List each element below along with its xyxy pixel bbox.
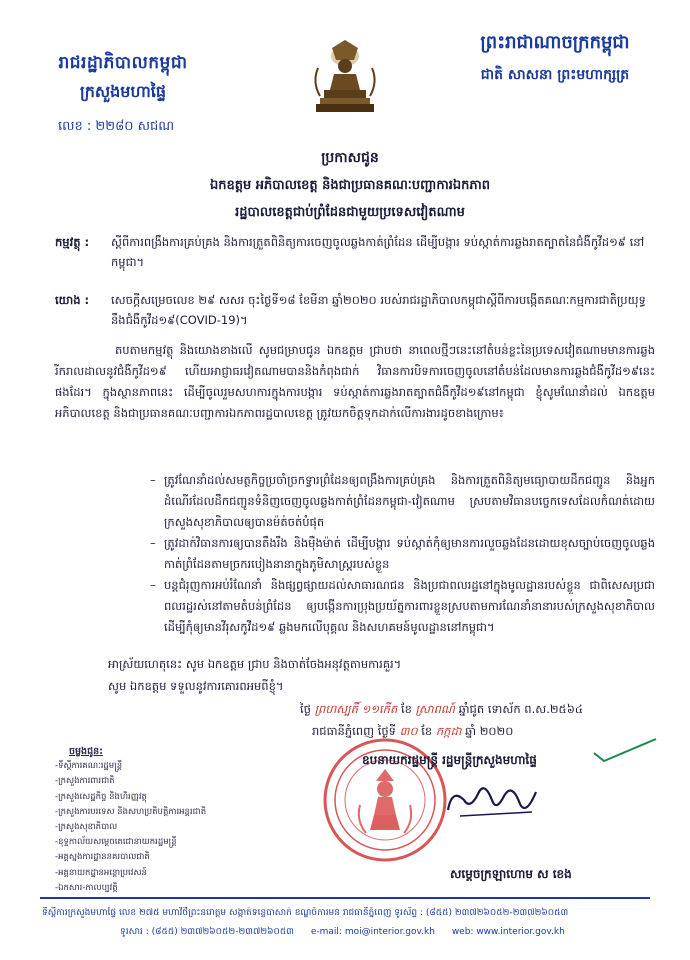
recipients-heading: ចម្លងជូន:	[69, 746, 103, 757]
instruction-item: – បន្តជំរុញការអប់រំណែនាំ និងផ្សព្វផ្សាយដល់សាធារណជន និងប្រជាពលរដ្ឋនៅក្នុងមូលដ្ឋានរបស់ខ្លួន ជាពិសេសប្រជាពលរដ្ឋរស់នៅតាមតំបន់ព្រំដែន ឲ្យបង្កើនការប្រុងប្រយ័ត្នការពារខ្លួនស្របតាមការណែនាំនានារបស់ក្រសួងសុខាភិបាល ដើម្បីកុំឲ្យមានវីរុសកូវីដ១៩ ឆ្លងមកលើបុគ្គល និងសហគមន៍មូលដ្ឋាននៅកម្ពុជា។	[150, 575, 655, 638]
reference-number-block	[28, 118, 218, 137]
approval-checkmark-icon	[590, 735, 660, 765]
recipient-item: -អគ្គនាយកដ្ឋានអន្តោប្រវេសន៍	[55, 867, 147, 878]
copy-recipients	[55, 744, 295, 896]
reference-label: យោង :	[55, 293, 90, 307]
reference-number: ២២៨០ សជណ	[95, 119, 175, 134]
footer-divider	[40, 897, 650, 899]
footer-address: ទីស្តីការក្រសួងមហាផ្ទៃ លេខ ២៧៥ មហាវិថីព្រះនរោត្តម សង្កាត់ទន្លេបាសាក់ ខណ្ឌចំការមន រាជធានីភ្នំពេញ ទូរស័ព្ទ : (៨៥៥) ២៣៧២៦០៥២-២៣៧២៦០៥៣	[42, 908, 569, 918]
recipient-item: -ទីស្តីការគណៈរដ្ឋមន្ត្រី	[55, 761, 123, 772]
memo-heading: ប្រកាសជូន	[321, 150, 379, 166]
recipient-item: -ឯកសារ-កាលប្បវត្តិ	[55, 882, 118, 893]
closing-line-1: អាស្រ័យហេតុនេះ សូម ឯកឧត្តម ជ្រាប និងចាត់ចែងអនុវត្តតាមការគួរ។	[108, 657, 402, 671]
lunar-date	[300, 702, 660, 719]
solar-date-prefix: រាជធានីភ្នំពេញ ថ្ងៃទី	[312, 724, 396, 738]
recipient-item: -ក្រសួងការបរទេស និងសហប្រតិបត្តិការអន្តរជាតិ	[55, 806, 207, 817]
kingdom-name: ព្រះរាជាណាចក្រកម្ពុជា	[480, 32, 630, 53]
subject-label: កម្មវត្ថុ :	[55, 235, 90, 249]
instruction-item: – ត្រូវណែនាំដល់សមត្ថកិច្ចប្រចាំច្រកទ្វារព្រំដែនឲ្យពង្រឹងការគ្រប់គ្រង និងការត្រួតពិនិត្យមធ្យោបាយដឹកជញ្ជូន និងអ្នកដំណើរដែលដឹកជញ្ជូនទំនិញចេញចូលឆ្លងកាត់ព្រំដែនកម្ពុជា-វៀតណាម ស្របតាមវិធានបច្ចេកទេសដែលកំណត់ដោយក្រសួងសុខាភិបាលឲ្យបានម៉ត់ចត់បំផុត	[150, 470, 655, 533]
addressee-line-2: រដ្ឋបាលខេត្តជាប់ព្រំដែនជាមួយប្រទេសវៀតណាម	[235, 205, 465, 220]
lunar-date-rest: ឆ្នាំជូត ទោស័ក ព.ស.២៥៦៤	[458, 702, 583, 716]
solar-date-year-label: ឆ្នាំ	[465, 724, 477, 738]
footer-fax: ទូរសារ : (៨៥៥) ២៣៧២៦០៥២-២៣៧២៦០៥៣	[120, 927, 294, 937]
recipient-item: -ក្រសួងសេដ្ឋកិច្ច និងហិរញ្ញវត្ថុ	[55, 791, 147, 802]
footer-email[interactable]: e-mail: moi@interior.gov.kh	[310, 927, 435, 937]
body-paragraph: តបតាមកម្មវត្ថុ និងយោងខាងលើ សូមជម្រាបជូន ឯកឧត្តម ជ្រាបថា នាពេលថ្មីៗនេះនៅតំបន់ខ្លះនៃប្រទេសវៀតណាមមានការឆ្លងរីករាលដាលនូវជំងឺកូវីដ១៩ ហើយអាជ្ញាធរវៀតណាមបាននិងកំពុងជាក់ វិធានការបិទការចេញចូលនៅតំបន់ដែលមានការឆ្លងជំងឺកូវីដ១៩នេះផងដែរ។ ក្នុងស្ថានភាពនេះ ដើម្បីចូលរួមសហការក្នុងការបង្ការ ទប់ស្កាត់ការឆ្លងរាតត្បាតជំងឺកូវីដ១៩នៅកម្ពុជា ខ្ញុំសូមណែនាំដល់ ឯកឧត្តម អភិបាលខេត្ត និងជាប្រធានគណៈបញ្ជាការឯកភាពរដ្ឋបាលខេត្ត ត្រូវយកចិត្តទុកដាក់លើការងារដូចខាងក្រោម៖	[55, 343, 655, 420]
footer-web[interactable]: web: www.interior.gov.kh	[451, 927, 565, 937]
signature-icon	[440, 770, 550, 830]
footer-contact	[120, 926, 660, 939]
recipient-item: -ក្រសួងសុខាភិបាល	[55, 822, 118, 833]
subject-text: ស្តីពីការពង្រឹងការគ្រប់គ្រង និងការត្រួតពិនិត្យការចេញចូលឆ្លងកាត់ព្រំដែន ដើម្បីបង្ការ ទប់ស្កាត់ការឆ្លងរាតត្បាតនៃជំងឺកូវីដ១៩ នៅកម្ពុជា។	[111, 235, 645, 269]
signatory-name: សម្តេចក្រឡាហោម ស ខេង	[450, 867, 572, 881]
ministry-header	[28, 52, 218, 105]
recipient-item: -ខុទ្ទកាល័យសម្តេចតេជោនាយករដ្ឋមន្ត្រី	[55, 837, 177, 848]
instruction-list	[150, 470, 655, 638]
royal-emblem-icon	[310, 38, 380, 118]
reference-text: សេចក្តីសម្រេចលេខ ២៩ សសរ ចុះថ្ងៃទី១៨ ខែមីនា ឆ្នាំ២០២០ របស់រាជរដ្ឋាភិបាលកម្ពុជាស្តីពីការបង្កើតគណៈកម្មការជាតិប្រយុទ្ធនឹងជំងឺកូវីដ១៩(COVID-19)។	[111, 293, 646, 327]
ministry-name: ក្រសួងមហាផ្ទៃ	[79, 82, 166, 101]
reference-number-label: លេខ :	[58, 119, 92, 134]
addressee-line-1: ឯកឧត្តម អភិបាលខេត្ត និងជាប្រធានគណៈបញ្ជាការឯកភាព	[209, 178, 491, 193]
lunar-date-month: ស្រាពណ៍	[415, 702, 455, 716]
solar-date-day: ៣០	[399, 724, 418, 738]
lunar-date-month-label: ខែ	[400, 702, 412, 716]
government-name: រាជរដ្ឋាភិបាលកម្ពុជា	[58, 53, 188, 73]
kingdom-header	[440, 30, 670, 86]
solar-date-month: កក្កដា	[435, 724, 462, 738]
solar-date-year: ២០២០	[479, 724, 514, 738]
signatory-title: ឧបនាយករដ្ឋមន្ត្រី រដ្ឋមន្ត្រីក្រសួងមហាផ្ទៃ	[362, 753, 537, 767]
recipient-item: -ក្រសួងការពារជាតិ	[55, 776, 115, 787]
recipient-item: -អគ្គស្នងការដ្ឋាននគរបាលជាតិ	[55, 852, 150, 863]
letter-title	[150, 148, 550, 223]
closing-line-2: សូម ឯកឧត្តម ទទួលនូវការគោរពអមពីខ្ញុំ។	[108, 679, 284, 693]
solar-date-month-label: ខែ	[421, 724, 433, 738]
national-motto: ជាតិ សាសនា ព្រះមហាក្សត្រ	[480, 67, 630, 83]
lunar-date-prefix: ថ្ងៃ	[300, 702, 311, 716]
lunar-date-day: ព្រហស្បតិ៍ ១១កើត	[314, 702, 398, 716]
instruction-item: – ត្រូវដាក់វិធានការឲ្យបានតឹងរឹង និងម៉ឺងម៉ាត់ ដើម្បីបង្ការ ទប់ស្កាត់កុំឲ្យមានការលួចឆ្លងដែនដោយខុសច្បាប់ចេញចូលឆ្លងកាត់ព្រំដែនតាមច្រករបៀងនានាក្នុងភូមិសាស្ត្ររបស់ខ្លួន	[150, 533, 655, 575]
